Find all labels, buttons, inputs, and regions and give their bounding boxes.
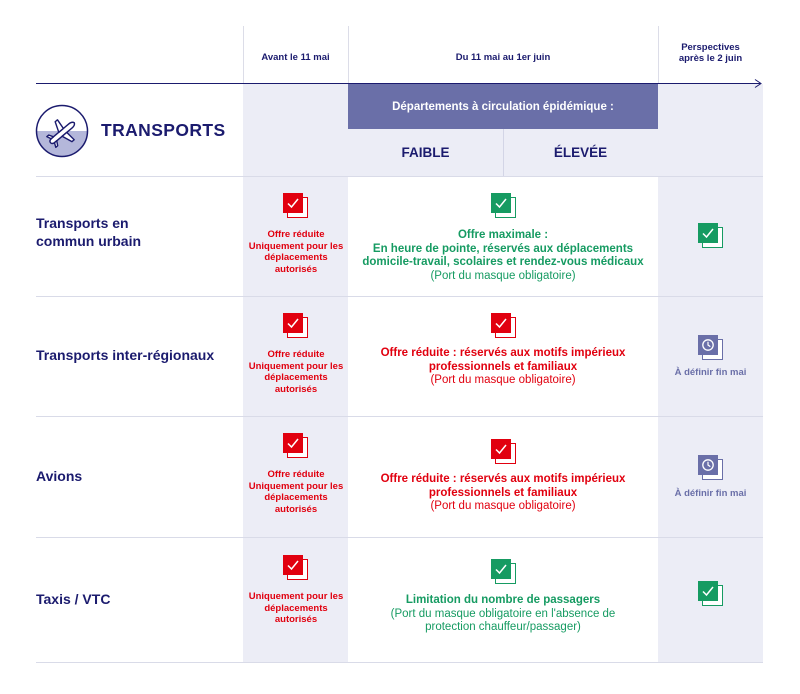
level-low: FAIBLE [401, 145, 450, 160]
before-status-title: Offre réduite [267, 469, 325, 480]
row-divider [36, 416, 763, 417]
before-status-4 [246, 591, 346, 626]
during-note: (Port du masque obligatoire) [430, 500, 576, 512]
green-check-icon [491, 193, 515, 217]
epidemic-label: Départements à circulation épidémique : [392, 100, 614, 113]
before-status-title: Offre réduite [267, 229, 325, 240]
during-status-1 [352, 229, 654, 283]
epidemic-band [348, 84, 658, 129]
row-label-urban: Transports en commun urbain [36, 215, 142, 249]
row-divider [36, 176, 763, 177]
before-status-title: Offre réduite [267, 349, 325, 360]
row-divider [36, 296, 763, 297]
section-title: TRANSPORTS [101, 120, 226, 140]
red-check-icon [283, 555, 307, 579]
after-status-3: À définir fin mai [674, 488, 747, 499]
plane-icon [35, 104, 89, 158]
during-note: (Port du masque obligatoire en l'absence de protection chauffeur/passager) [390, 607, 616, 633]
during-note: (Port du masque obligatoire) [430, 269, 576, 282]
during-title: Limitation du nombre de passagers [405, 594, 601, 606]
before-status-3 [246, 469, 346, 515]
during-status-4 [377, 594, 629, 635]
clock-icon [698, 455, 722, 479]
during-status-3 [362, 473, 644, 514]
red-check-icon [491, 439, 515, 463]
row-label-taxis: Taxis / VTC [36, 591, 111, 607]
during-title: Offre réduite : réservés aux motifs impérieux professionnels et familiaux [380, 473, 626, 499]
before-status-1 [246, 229, 346, 275]
red-check-icon [491, 313, 515, 337]
red-check-icon [283, 433, 307, 457]
row-divider [36, 662, 763, 663]
before-status-detail: Uniquement pour les déplacements autorisés [248, 591, 344, 625]
header-divider [658, 26, 659, 84]
before-status-detail: Uniquement pour les déplacements autorisés [248, 360, 344, 395]
during-title: Offre maximale : [457, 229, 549, 241]
red-check-icon [283, 313, 307, 337]
green-check-icon [698, 223, 722, 247]
during-note: (Port du masque obligatoire) [430, 374, 576, 386]
red-check-icon [283, 193, 307, 217]
row-divider [36, 537, 763, 538]
row-label-interregional: Transports inter-régionaux [36, 347, 215, 363]
after-status-2: À définir fin mai [674, 367, 747, 378]
green-check-icon [698, 581, 722, 605]
col-header-before: Avant le 11 mai [261, 52, 330, 63]
row-label-planes: Avions [36, 468, 83, 484]
during-title: Offre réduite : réservés aux motifs impérieux professionnels et familiaux [380, 347, 626, 373]
clock-icon [698, 335, 722, 359]
col-header-during: Du 11 mai au 1er juin [455, 52, 551, 63]
green-check-icon [491, 559, 515, 583]
before-status-2 [246, 349, 346, 395]
during-detail: En heure de pointe, réservés aux déplacements domicile-travail, scolaires et rendez-vous médicaux [362, 242, 644, 268]
before-status-detail: Uniquement pour les déplacements autorisés [248, 480, 344, 515]
level-high: ÉLEVÉE [553, 145, 608, 160]
col-header-after: Perspectives après le 2 juin [678, 42, 743, 64]
during-status-2 [362, 347, 644, 388]
before-status-detail: Uniquement pour les déplacements autorisés [248, 240, 344, 275]
